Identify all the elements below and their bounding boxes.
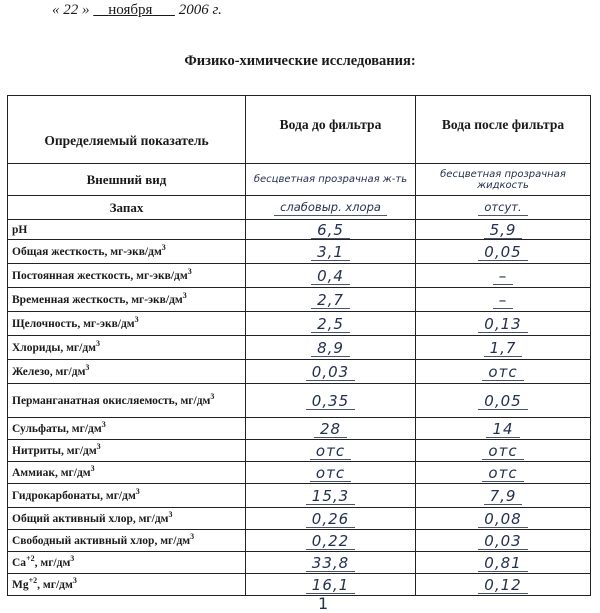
handwritten-value-after: 0,81 [478, 555, 527, 572]
value-cell-after [416, 312, 591, 336]
header-indicator: Определяемый показатель [8, 96, 246, 164]
indicator-label: pH [12, 223, 28, 236]
handwritten-value-after: 5,9 [484, 222, 523, 239]
handwritten-value-after: 0,05 [478, 393, 527, 410]
handwritten-value-before: 15,3 [306, 488, 355, 505]
indicator-label: Общий активный хлор, мг/дм [12, 512, 169, 525]
handwritten-value-after: – [493, 268, 514, 285]
indicator-label: Гидрокарбонаты, мг/дм [12, 489, 136, 502]
handwritten-value-before: 0,26 [306, 511, 355, 528]
table-row [8, 164, 591, 196]
table-row [8, 462, 591, 484]
handwritten-value-after: бесцветная прозрачная жидкость [440, 168, 566, 191]
table-row [8, 264, 591, 288]
value-cell-before [246, 336, 416, 360]
value-cell-after [416, 530, 591, 552]
value-cell-after [416, 418, 591, 440]
indicator-label: Свободный активный хлор, мг/дм [12, 534, 191, 547]
handwritten-value-before: 2,5 [311, 316, 350, 333]
unit-exponent: 3 [187, 266, 192, 276]
handwritten-value-before: 16,1 [306, 577, 355, 594]
value-cell-before [246, 440, 416, 462]
value-cell-after [416, 164, 591, 196]
value-cell-before [246, 462, 416, 484]
table-row [8, 312, 591, 336]
handwritten-value-before: 0,4 [311, 268, 350, 285]
value-cell-before [246, 384, 416, 418]
indicator-label-cell [8, 220, 246, 240]
unit-exponent: 3 [210, 391, 215, 401]
value-cell-after [416, 574, 591, 596]
handwritten-value-before: бесцветная прозрачная ж-ть [253, 174, 408, 185]
ion-charge: +2 [28, 575, 38, 585]
value-cell-after [416, 462, 591, 484]
handwritten-value-before: 28 [314, 421, 347, 438]
indicator-label-cell [8, 360, 246, 384]
header-before: Вода до фильтра [246, 96, 416, 164]
indicator-label-cell [8, 530, 246, 552]
value-cell-after [416, 288, 591, 312]
unit-exponent: 3 [135, 486, 140, 496]
handwritten-value-before: 0,35 [306, 393, 355, 410]
unit-exponent: 3 [90, 463, 95, 473]
unit-exponent: 3 [101, 419, 106, 429]
unit-exponent: 3 [96, 441, 101, 451]
handwritten-value-before: 8,9 [311, 340, 350, 357]
value-cell-before [246, 418, 416, 440]
indicator-label: Нитриты, мг/дм [12, 444, 97, 457]
handwritten-value-before: 2,7 [311, 292, 350, 309]
value-cell-before [246, 552, 416, 574]
handwritten-value-before: слабовыр. хлора [274, 199, 387, 216]
value-cell-after [416, 220, 591, 240]
indicator-label: Перманганатная окисляемость, мг/дм [12, 394, 211, 407]
indicator-label: Щелочность, мг-экв/дм [12, 317, 135, 330]
handwritten-value-before: 33,8 [306, 555, 355, 572]
unit-exponent: 3 [72, 575, 77, 585]
indicator-label: Mg [12, 578, 29, 591]
table-row [8, 240, 591, 264]
value-cell-before [246, 530, 416, 552]
indicator-label-cell [8, 574, 246, 596]
indicator-label-cell [8, 384, 246, 418]
table-header-row [8, 96, 591, 164]
indicator-label: Постоянная жесткость, мг-экв/дм [12, 269, 188, 282]
value-cell-before [246, 484, 416, 508]
indicator-label-cell [8, 462, 246, 484]
indicator-label: Общая жесткость, мг-экв/дм [12, 245, 162, 258]
handwritten-value-after: 7,9 [484, 488, 523, 505]
indicator-label-cell [8, 336, 246, 360]
value-cell-before [246, 240, 416, 264]
table-row [8, 196, 591, 220]
indicator-unit: , мг/дм [37, 578, 73, 591]
unit-exponent: 3 [190, 531, 195, 541]
table-row [8, 288, 591, 312]
indicator-label-cell [8, 418, 246, 440]
indicator-label-cell [8, 508, 246, 530]
indicator-label: Внешний вид [86, 171, 167, 187]
value-cell-before [246, 196, 416, 220]
table-row [8, 440, 591, 462]
value-cell-before [246, 264, 416, 288]
indicator-label: Временная жесткость, мг-экв/дм [12, 293, 183, 306]
value-cell-after [416, 196, 591, 220]
indicator-label-cell [8, 164, 246, 196]
handwritten-value-before: 0,22 [306, 533, 355, 550]
date-day: 22 [63, 2, 79, 18]
indicator-label-cell [8, 264, 246, 288]
indicator-label: Сульфаты, мг/дм [12, 422, 102, 435]
value-cell-after [416, 484, 591, 508]
indicator-label: Железо, мг/дм [12, 365, 86, 378]
table-row [8, 530, 591, 552]
table-row [8, 220, 591, 240]
date-year: 2006 г. [178, 2, 222, 18]
table-row [8, 418, 591, 440]
handwritten-value-after: 0,12 [478, 577, 527, 594]
unit-exponent: 3 [161, 242, 166, 252]
unit-exponent: 3 [70, 553, 75, 563]
table-row [8, 384, 591, 418]
table-row [8, 360, 591, 384]
value-cell-before [246, 288, 416, 312]
value-cell-after [416, 508, 591, 530]
indicator-label: Хлориды, мг/дм [12, 341, 96, 354]
table-row [8, 336, 591, 360]
value-cell-before [246, 312, 416, 336]
handwritten-value-after: 14 [486, 421, 519, 438]
handwritten-value-after: 0,08 [478, 511, 527, 528]
indicator-label-cell [8, 196, 246, 220]
unit-exponent: 3 [85, 362, 90, 372]
document-date [52, 2, 222, 19]
section-title: Физико-химические исследования: [184, 53, 416, 69]
handwritten-value-before: отс [310, 465, 351, 482]
value-cell-before [246, 360, 416, 384]
value-cell-after [416, 336, 591, 360]
results-table [7, 95, 591, 596]
handwritten-value-after: 0,13 [478, 316, 527, 333]
indicator-label-cell [8, 440, 246, 462]
value-cell-before [246, 220, 416, 240]
ion-charge: +2 [26, 553, 35, 563]
indicator-label-cell [8, 240, 246, 264]
value-cell-after [416, 384, 591, 418]
value-cell-after [416, 440, 591, 462]
unit-exponent: 3 [95, 338, 100, 348]
value-cell-before [246, 164, 416, 196]
value-cell-after [416, 264, 591, 288]
indicator-label-cell [8, 552, 246, 574]
unit-exponent: 3 [134, 314, 139, 324]
indicator-label-cell [8, 312, 246, 336]
value-cell-after [416, 552, 591, 574]
date-month: ноября [108, 2, 153, 18]
table-row [8, 484, 591, 508]
indicator-label: Запах [109, 199, 144, 215]
value-cell-before [246, 508, 416, 530]
value-cell-before [246, 574, 416, 596]
table-row [8, 552, 591, 574]
handwritten-value-after: – [493, 292, 514, 309]
handwritten-value-before: 6,5 [311, 222, 350, 239]
header-after: Вода после фильтра [416, 96, 591, 164]
unit-exponent: 3 [182, 290, 187, 300]
unit-exponent: 3 [168, 509, 173, 519]
handwritten-value-after: 0,05 [478, 244, 527, 261]
date-quote-open: « [52, 2, 64, 18]
value-cell-after [416, 360, 591, 384]
handwritten-value-after: 1,7 [484, 340, 523, 357]
page-number: 1 [318, 594, 329, 613]
indicator-label-cell [8, 288, 246, 312]
indicator-label: Ca [12, 556, 27, 569]
indicator-label: Аммиак, мг/дм [12, 466, 91, 479]
handwritten-value-before: 0,03 [306, 364, 355, 381]
handwritten-value-after: отсут. [478, 199, 527, 216]
handwritten-value-before: 3,1 [311, 244, 350, 261]
handwritten-value-before: отс [310, 443, 351, 460]
table-row [8, 574, 591, 596]
handwritten-value-after: отс [482, 465, 523, 482]
handwritten-value-after: 0,03 [478, 533, 527, 550]
indicator-label-cell [8, 484, 246, 508]
table-row [8, 508, 591, 530]
handwritten-value-after: отс [482, 364, 523, 381]
value-cell-after [416, 240, 591, 264]
indicator-unit: , мг/дм [34, 556, 71, 569]
date-quote-close: » [78, 2, 90, 18]
handwritten-value-after: отс [482, 443, 523, 460]
results-table-body [8, 96, 591, 596]
